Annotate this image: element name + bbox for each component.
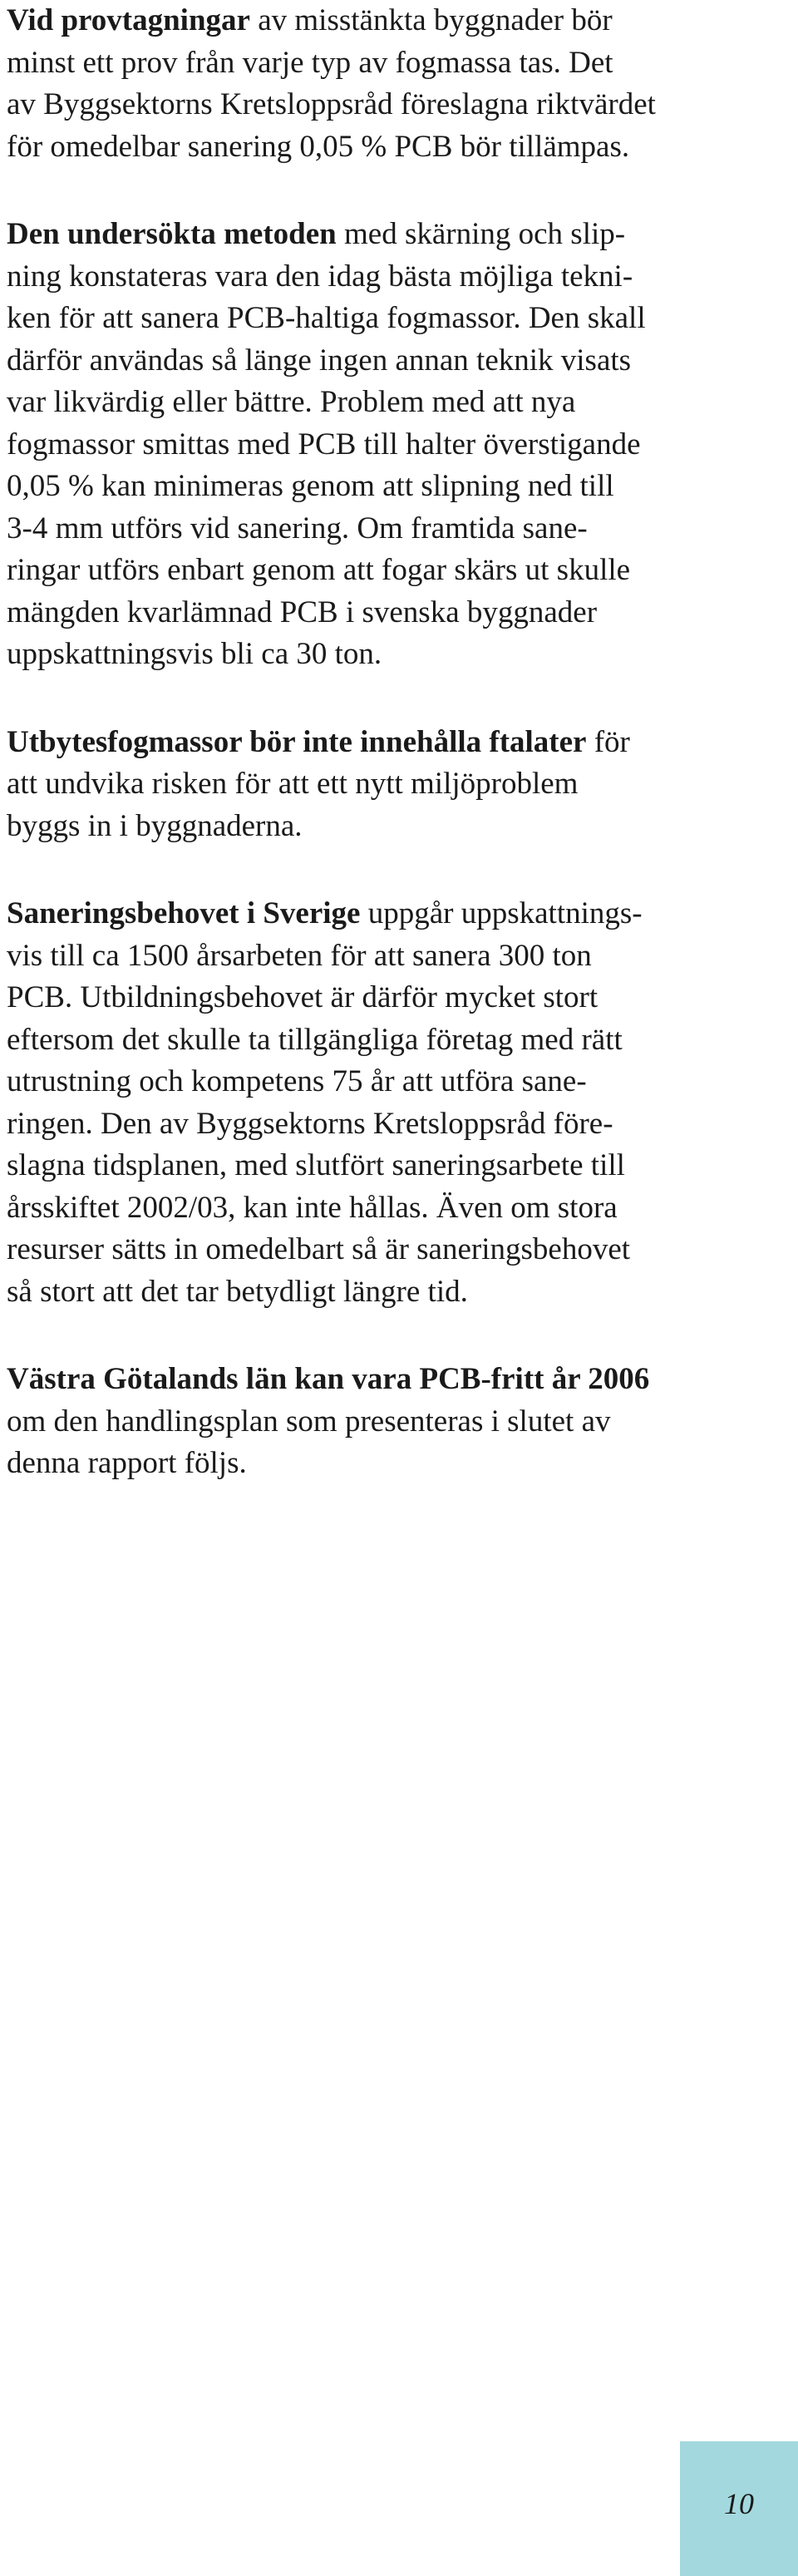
- paragraph-lead: Saneringsbehovet i Sverige: [7, 896, 361, 930]
- paragraph-text: för: [586, 724, 630, 759]
- paragraph-line: av Byggsektorns Kretsloppsråd föreslagna riktvärdet: [7, 87, 656, 121]
- paragraph-line: denna rapport följs.: [7, 1446, 247, 1480]
- page-number: 10: [724, 2487, 754, 2520]
- paragraph-text: med skärning och slip-: [336, 217, 626, 251]
- paragraph-lead: Utbytesfogmassor bör inte innehålla ftalater: [7, 724, 587, 759]
- paragraph-line: årsskiftet 2002/03, kan inte hållas. Även om stora: [7, 1190, 618, 1225]
- paragraph-lead: Den undersökta metoden: [7, 217, 337, 251]
- paragraph-line: ringar utförs enbart genom att fogar skärs ut skulle: [7, 553, 631, 587]
- paragraph-line: uppskattningsvis bli ca 30 ton.: [7, 637, 382, 671]
- paragraph-line: [7, 893, 698, 935]
- paragraph-line: om den handlingsplan som presenteras i slutet av: [7, 1404, 611, 1439]
- paragraph-line: var likvärdig eller bättre. Problem med att nya: [7, 385, 576, 419]
- paragraph-text: uppgår uppskattnings-: [360, 896, 643, 930]
- paragraph-line: utrustning och kompetens 75 år att utföra sane-: [7, 1064, 587, 1098]
- paragraph-line: [7, 0, 698, 42]
- paragraph-line: [7, 1359, 698, 1401]
- paragraph-line: för omedelbar sanering 0,05 % PCB bör tillämpas.: [7, 129, 630, 164]
- paragraph-line: 3-4 mm utförs vid sanering. Om framtida sane-: [7, 511, 588, 545]
- paragraph-lead: Vid provtagningar: [7, 3, 250, 37]
- paragraph-line: eftersom det skulle ta tillgängliga företag med rätt: [7, 1022, 623, 1057]
- paragraph-saneringsbehov: [7, 893, 698, 1313]
- paragraph-line: resurser sätts in omedelbart så är saneringsbehovet: [7, 1232, 631, 1266]
- paragraph-line: 0,05 % kan minimeras genom att slipning ned till: [7, 469, 614, 503]
- paragraph-vastra-gotaland: [7, 1359, 698, 1485]
- paragraph-line: [7, 214, 698, 256]
- paragraph-text: av misstänkta byggnader bör: [249, 3, 613, 37]
- paragraph-line: minst ett prov från varje typ av fogmassa tas. Det: [7, 45, 613, 80]
- paragraph-ftalater: [7, 722, 698, 848]
- paragraph-line: att undvika risken för att ett nytt miljöproblem: [7, 767, 579, 801]
- paragraph-lead: Västra Götalands län kan vara PCB-fritt år 2006: [7, 1362, 650, 1396]
- page-number-tab: [680, 2441, 798, 2576]
- document-body: [7, 0, 698, 1531]
- paragraph-metod: [7, 214, 698, 676]
- paragraph-line: vis till ca 1500 årsarbeten för att sanera 300 ton: [7, 938, 592, 973]
- paragraph-line: ning konstateras vara den idag bästa möjliga tekni-: [7, 259, 633, 294]
- paragraph-line: ringen. Den av Byggsektorns Kretsloppsråd före-: [7, 1106, 613, 1141]
- paragraph-provtagning: [7, 0, 698, 168]
- paragraph-line: ken för att sanera PCB-haltiga fogmassor. Den skall: [7, 301, 646, 335]
- paragraph-line: [7, 722, 698, 764]
- paragraph-line: PCB. Utbildningsbehovet är därför mycket stort: [7, 980, 598, 1014]
- paragraph-line: byggs in i byggnaderna.: [7, 808, 303, 843]
- paragraph-line: fogmassor smittas med PCB till halter överstigande: [7, 427, 641, 461]
- paragraph-line: därför användas så länge ingen annan teknik visats: [7, 343, 632, 378]
- paragraph-line: så stort att det tar betydligt längre tid.: [7, 1274, 468, 1309]
- paragraph-line: mängden kvarlämnad PCB i svenska byggnader: [7, 595, 598, 629]
- paragraph-line: slagna tidsplanen, med slutfört saneringsarbete till: [7, 1148, 625, 1182]
